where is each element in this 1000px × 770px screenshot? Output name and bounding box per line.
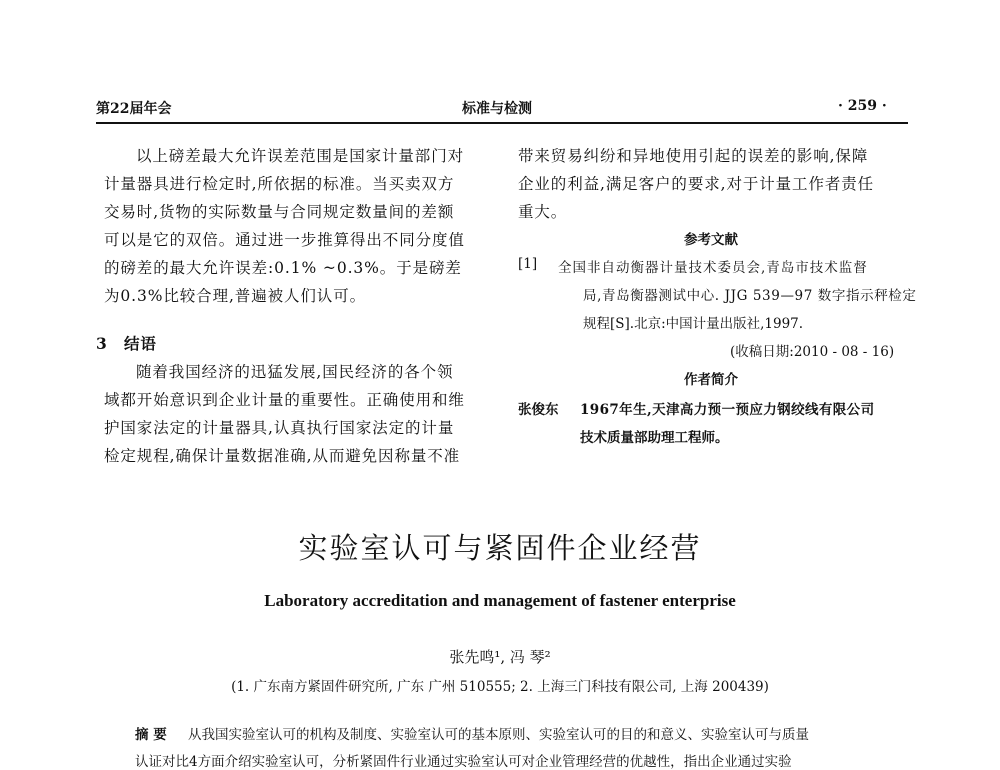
- article-title-en: Laboratory accreditation and management of fastener enterprise: [264, 591, 736, 610]
- author-bio-line: 1967年生,天津高力预一预应力钢绞线有限公司: [580, 402, 875, 418]
- body-line: 为0.3%比较合理,普遍被人们认可。: [104, 287, 367, 305]
- references-title: 参考文献: [684, 232, 738, 248]
- abstract-line: 从我国实验室认可的机构及制度、实验室认可的基本原则、实验室认可的目的和意义、实验室认可与质量: [188, 727, 809, 743]
- section-number: 3: [96, 334, 108, 353]
- body-line: 检定规程,确保计量数据准确,从而避免因称量不准: [104, 447, 461, 465]
- abstract-line: 认证对比4方面介绍实验室认可，分析紧固件行业通过实验室认可对企业管理经营的优越性，指出企业通过实验: [135, 754, 792, 770]
- reference-label: [1]: [518, 256, 538, 272]
- header-left: 第22届年会: [96, 101, 172, 117]
- body-line: 带来贸易纠纷和异地使用引起的误差的影响,保障: [518, 147, 869, 165]
- abstract-label: 摘 要: [135, 727, 167, 743]
- body-line: 企业的利益,满足客户的要求,对于计量工作者责任: [518, 175, 875, 193]
- body-line: 可以是它的双倍。通过进一步推算得出不同分度值: [104, 231, 465, 249]
- header-center: 标准与检测: [462, 101, 532, 117]
- author-bio-line: 技术质量部助理工程师。: [580, 430, 729, 446]
- body-line: 交易时,货物的实际数量与合同规定数量间的差额: [104, 203, 455, 221]
- article-authors: 张先鸣¹, 冯 琴²: [449, 648, 551, 666]
- body-line: 护国家法定的计量器具,认真执行国家法定的计量: [104, 419, 455, 437]
- body-line: 计量器具进行检定时,所依据的标准。当买卖双方: [104, 175, 455, 193]
- body-line: 重大。: [518, 203, 568, 221]
- author-name: 张俊东: [518, 402, 559, 418]
- section-title: 结语: [124, 334, 157, 353]
- header-rule: [96, 122, 908, 124]
- reference-line: 局,青岛衡器测试中心. JJG 539—97 数字指示秤检定: [583, 288, 917, 304]
- page-number: · 259 ·: [838, 98, 887, 114]
- article-title-cn: 实验室认可与紧固件企业经营: [298, 531, 702, 565]
- body-line: 域都开始意识到企业计量的重要性。正确使用和维: [104, 391, 465, 409]
- received-date: (收稿日期:2010 - 08 - 16): [730, 344, 895, 360]
- article-affiliation: (1. 广东南方紧固件研究所, 广东 广州 510555; 2. 上海三门科技有限公司, 上海 200439): [231, 679, 769, 695]
- reference-line: 全国非自动衡器计量技术委员会,青岛市技术监督: [558, 260, 868, 276]
- body-line: 的磅差的最大允许误差:0.1% ~0.3%。于是磅差: [104, 259, 462, 277]
- body-line: 随着我国经济的迅猛发展,国民经济的各个领: [136, 363, 454, 381]
- reference-line: 规程[S].北京:中国计量出版社,1997.: [583, 316, 804, 332]
- author-intro-title: 作者简介: [684, 372, 738, 388]
- body-line: 以上磅差最大允许误差范围是国家计量部门对: [136, 147, 465, 165]
